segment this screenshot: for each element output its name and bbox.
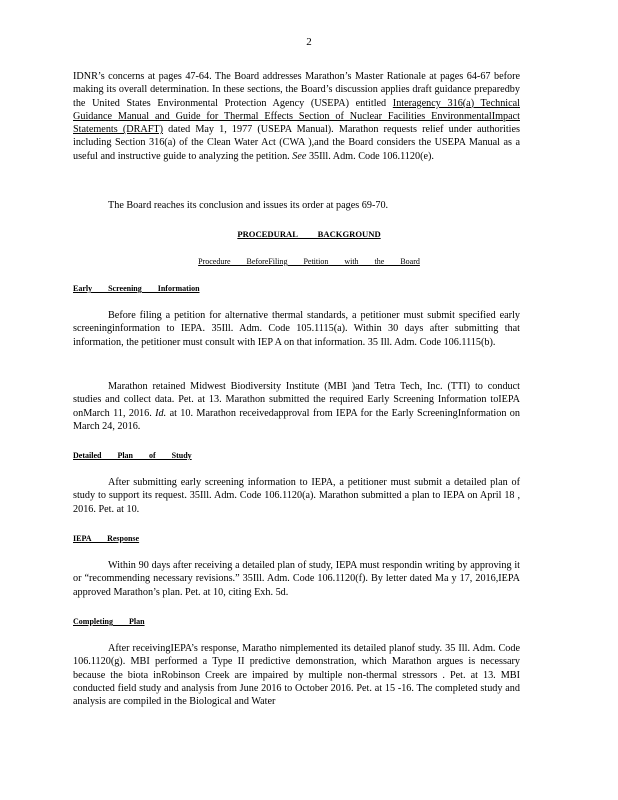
early-screening-paragraph — [73, 309, 520, 349]
page-number: 2 — [306, 36, 312, 48]
completing-plan-text: After receivingIEPA’s response, Maratho nimplemented its detailed planof study. 35 Ill. Adm. Code 106.1120(g). MBI performed a Type II predictive demonstration, which Marathon argues is necessary because the biota inRobinson Creek are impaired by multiple non-thermal stressors . Pet. at 13. MBI conducted field study and analysis from June 2016 to October 2016. Pet. at 15 -16. The completed study and analysis are compiled in the Biological and Water — [73, 643, 520, 708]
completing-plan-heading: Completing Plan — [73, 617, 145, 626]
early-screening-text: Before filing a petition for alternative thermal standards, a petitioner must submit specified early screeninginformation to IEPA. 35Ill. Adm. Code 105.1115(a). Within 30 days after submitting that information, the petitioner must consult with IEP A on that information. 35 Ill. Adm. Code 106.1115(b). — [73, 310, 520, 348]
marathon-retained-text-b: at 10. Marathon receivedapproval from IEPA for the Early ScreeningInformation on March 24, 2016. — [73, 407, 520, 432]
iepa-response-heading: IEPA Response — [73, 534, 140, 543]
id-citation-signal: Id. — [155, 407, 167, 419]
detailed-plan-paragraph — [73, 476, 520, 516]
procedural-background-heading: PROCEDURAL BACKGROUND — [237, 229, 381, 239]
intro-paragraph — [73, 70, 520, 163]
early-screening-heading: Early Screening Information — [73, 284, 200, 293]
iepa-response-paragraph — [73, 559, 520, 599]
completing-plan-paragraph — [73, 642, 520, 708]
usepa-manual-title: Interagency 316(a) Technical Guidance Manual and Guide for Thermal Effects Section of Nuclear Facilities EnvironmentalImpact Statements (DRAFT) — [73, 97, 520, 136]
intro-text-b: dated May 1, 1977 (USEPA Manual). Marathon requests relief under authorities including Section 316(a) of the Clean Water Act (CWA ),and the Board considers the USEPA Manual as a useful and instructive guide to analyzing the petition. — [73, 124, 520, 162]
iepa-response-text: Within 90 days after receiving a detailed plan of study, IEPA must respondin writing by approving it or “recommending necessary revisions.” 35Ill. Adm. Code 106.1120(f). By letter dated Ma y 17, 2016,IEPA approved Marathon’s plan. Pet. at 10, citing Exh. 5d. — [73, 560, 520, 598]
intro-text-a: IDNR’s concerns at pages 47-64. The Board addresses Marathon’s Master Rationale at pages 64-67 before making its overall determination. In these sections, the Board’s discussion applies draft guidance preparedby the United States Environmental Protection Agency (USEPA) entitled — [73, 71, 520, 109]
detailed-plan-text: After submitting early screening information to IEPA, a petitioner must submit a detailed plan of study to support its request. 35Ill. Adm. Code 106.1120(a). Marathon submitted a plan to IEPA on April 18 , 2016. Pet. at 10. — [73, 477, 520, 515]
marathon-retained-text-a: Marathon retained Midwest Biodiversity Institute (MBI )and Tetra Tech, Inc. (TTI) to conduct studies and collect data. Pet. at 13. Marathon submitted the required Early Screening Information toIEPA onMarch 11, 2016. — [73, 381, 520, 419]
detailed-plan-heading: Detailed Plan of Study — [73, 451, 192, 460]
intro-text-c: 35Ill. Adm. Code 106.1120(e). — [306, 150, 434, 162]
conclusion-paragraph — [73, 199, 520, 212]
conclusion-text: The Board reaches its conclusion and issues its order at pages 69-70. — [108, 200, 389, 211]
marathon-retained-paragraph — [73, 380, 520, 433]
procedure-before-filing-heading: Procedure BeforeFiling Petition with the Board — [198, 257, 420, 266]
see-citation-signal: See — [292, 150, 307, 162]
